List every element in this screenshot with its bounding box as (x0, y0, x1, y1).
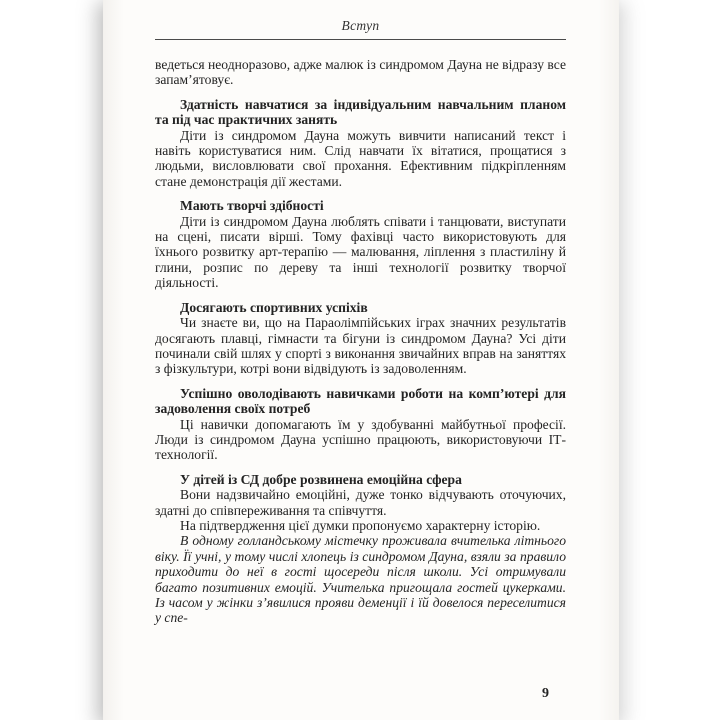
section-heading: Здатність навчатися за індивідуальним навчальним планом та під час практичних занять (155, 96, 566, 128)
page-text-block (155, 0, 566, 626)
section-heading: Мають творчі здібності (180, 198, 324, 214)
paragraph: Вони надзвичайно емоційні, дуже тонко відчувають оточуючих, здатні до співпереживання та співчуття. (155, 487, 566, 518)
paragraph: На підтвердження цієї думки пропонуємо характерну історію. (180, 517, 541, 533)
page-number: 9 (542, 686, 549, 701)
section-heading: У дітей із СД добре розвинена емоційна сфера (180, 471, 462, 487)
story-paragraph: В одному голландському містечку проживала вчителька літнього віку. Її учні, у тому числі хлопець із синдромом Дауна, взяли за правило приходити до неї в гості щосереди після школи. Усі отримували багато позитивних емоцій. Учителька пригощала гостей цукерками. Із часом у жінки з’явилися прояви деменції і їй довелося переселитися у спе- (155, 533, 566, 626)
section-heading: Досягають спортивних успіхів (180, 299, 368, 315)
paragraph: Ці навички допомагають їм у здобуванні майбутньої професії. Люди із синдромом Дауна успішно працюють, використовуючи ІТ-технології. (155, 416, 566, 463)
body-content (155, 57, 566, 626)
book-page (103, 0, 619, 720)
running-head: Вступ (341, 18, 380, 33)
paragraph-continuation: ведеться неодноразово, адже малюк із синдромом Дауна не відразу все запам’ятовує. (155, 57, 566, 88)
section-heading: Успішно оволодівають навичками роботи на комп’ютері для задоволення своїх потреб (155, 385, 566, 417)
header-rule (155, 39, 566, 40)
paragraph: Чи знаєте ви, що на Параолімпійських іграх значних результатів досягають плавці, гімнасти та бігуни із синдромом Дауна? Усі діти починали свій шлях у спорті з виконання звичайних вправ на заняттях з фізкультури, котрі вони відвідують із задоволенням. (155, 315, 566, 377)
paragraph: Діти із синдромом Дауна можуть вивчити написаний текст і навіть користуватися ним. Слід навчати їх вітатися, прощатися з людьми, висловлювати свої прохання. Ефективним підкріпленням стане демонстрація дії жестами. (155, 127, 566, 189)
paragraph: Діти із синдромом Дауна люблять співати і танцювати, виступати на сцені, писати вірші. Тому фахівці часто використовують для їхнього розвитку арт-терапію — малювання, ліплення з пластиліну й глини, розпис по дереву та інші технології розвитку творчої діяльності. (155, 213, 566, 291)
